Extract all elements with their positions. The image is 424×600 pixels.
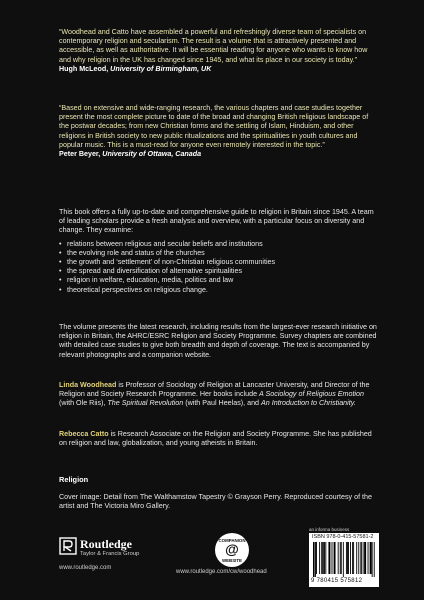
barcode-bar [352, 542, 353, 574]
routledge-logo-icon [59, 537, 77, 555]
barcode-bar [363, 542, 364, 574]
barcode-header: an informa business [309, 527, 350, 532]
barcode-bar [329, 542, 330, 574]
companion-website-badge-icon [215, 533, 249, 567]
barcode-digits: 9 780415 575812 [311, 578, 363, 584]
barcode-bar [335, 542, 336, 574]
quote-text: “Based on extensive and wide-ranging research, the various chapters and case studies together present the most complete picture to date of the broad and changing British religious landscape of the postwar decades; from new Christian forms and the settling of Islam, Hinduism, and other religions in British society to new public ritualizations and the spiritualities in youth cultures and popular music. This is a must-read for anyone even remotely interested in the topic.” [59, 104, 369, 149]
barcode-bar [353, 542, 354, 574]
editor-name: Rebecca Catto [59, 430, 109, 438]
barcode-bar [358, 542, 359, 574]
research-paragraph: The volume presents the latest research, including results from the largest-ever research initiative on religion in Britain, the AHRC/ESRC Religion and Society Programme. Survey chapters are combined with detailed case studies to give both breadth and depth of coverage. The text is accompanied by relevant photographs and a companion website. [59, 323, 377, 359]
subject-category: Religion [59, 475, 89, 484]
barcode-bar [341, 542, 342, 574]
isbn: ISBN 978-0-415-57581-2 [312, 534, 374, 540]
barcode-bar [372, 542, 373, 577]
barcode-icon [313, 542, 375, 577]
themes-list [59, 240, 377, 295]
barcode-bar [343, 542, 344, 577]
theme-item: • religion in welfare, education, media, politics and law [59, 276, 377, 285]
quote-text: “Woodhead and Catto have assembled a powerful and refreshingly diverse team of specialists on contemporary religion and secularism. The result is a volume that is attractively presented and accessible, as well as authoritative. It will be essential reading for anyone who wants to know how and why religion in the UK has changed since 1945, and what its place in our society is today.” [59, 28, 368, 64]
barcode-bar [346, 542, 347, 574]
barcode-bar [323, 542, 325, 574]
badge-at-symbol: @ [225, 541, 239, 557]
quote-affiliation: University of Ottawa, Canada [102, 150, 202, 159]
book-title: The Spiritual Revolution [107, 399, 184, 408]
barcode-bar [368, 542, 369, 574]
book-description [59, 208, 377, 295]
book-title: An Introduction to Christianity. [261, 399, 356, 408]
barcode-bar [356, 542, 357, 574]
quote-author: Peter Beyer, [59, 150, 101, 159]
barcode-bar [347, 542, 348, 574]
publisher-name: Routledge [80, 537, 132, 551]
publisher-group: Taylor & Francis Group [80, 551, 140, 557]
theme-item: • the evolving role and status of the churches [59, 249, 377, 258]
barcode-bar [350, 542, 351, 574]
theme-item: • relations between religious and secular beliefs and institutions [59, 240, 377, 249]
bio-text: (with Ole Riis), [59, 399, 108, 408]
barcode-bar [322, 542, 323, 574]
quote-affiliation: University of Birmingham, UK [110, 64, 212, 73]
quote-author: Hugh McLeod, [59, 64, 109, 73]
barcode-bar [332, 542, 333, 574]
theme-item: • the spread and diversification of alternative spiritualities [59, 267, 377, 276]
quote-attribution [59, 150, 377, 159]
barcode-bar [325, 542, 326, 574]
book-title: A Sociology of Religious Emotion [259, 390, 364, 399]
bio-text: is Professor of Sociology of Religion at Lancaster University, and Director of the Religion and Society Research Programme. Her books include [59, 381, 370, 399]
badge-top-text: COMPANION [218, 538, 246, 543]
bio-text: (with Paul Heelas), and [183, 399, 262, 408]
barcode-panel [309, 533, 379, 587]
review-quote-mcleod [59, 28, 377, 74]
theme-item: • the growth and ‘settlement’ of non-Christian religious communities [59, 258, 377, 267]
companion-website-url[interactable]: www.routledge.com/cw/woodhead [176, 569, 267, 575]
barcode-bar [365, 542, 367, 574]
barcode-bar [371, 542, 372, 574]
barcode-bar [313, 542, 315, 577]
editor-bio-catto [59, 430, 377, 448]
editor-name: Linda Woodhead [59, 381, 117, 389]
barcode-bar [360, 542, 361, 574]
barcode-bar [338, 542, 339, 574]
barcode-bar [319, 542, 320, 574]
barcode-bar [340, 542, 341, 574]
badge-bottom-text: WEBSITE [221, 558, 242, 563]
barcode-bar [361, 542, 362, 574]
barcode-bar [321, 542, 322, 574]
quote-attribution [59, 65, 377, 74]
publisher-url[interactable]: www.routledge.com [59, 565, 112, 571]
barcode-bar [316, 542, 317, 574]
editor-bio-woodhead [59, 381, 377, 409]
theme-item: • theoretical perspectives on religious change. [59, 286, 377, 295]
review-quote-beyer [59, 104, 377, 159]
barcode-bar [348, 542, 349, 574]
bio-text: is Research Associate on the Religion and Society Programme. She has published on religion and law, globalization, and young atheists in Britain. [59, 430, 372, 448]
cover-credit: Cover image: Detail from The Walthamstow Tapestry © Grayson Perry. Reproduced courtesy of the artist and The Victoria Miro Gallery. [59, 493, 372, 511]
description-intro: This book offers a fully up-to-date and comprehensive guide to religion in Britain since 1945. A team of leading scholars provide a fresh analysis and overview, with a particular focus on diversity and change. They examine: [59, 208, 374, 235]
barcode-bar [374, 542, 375, 577]
barcode-bar [315, 542, 316, 577]
